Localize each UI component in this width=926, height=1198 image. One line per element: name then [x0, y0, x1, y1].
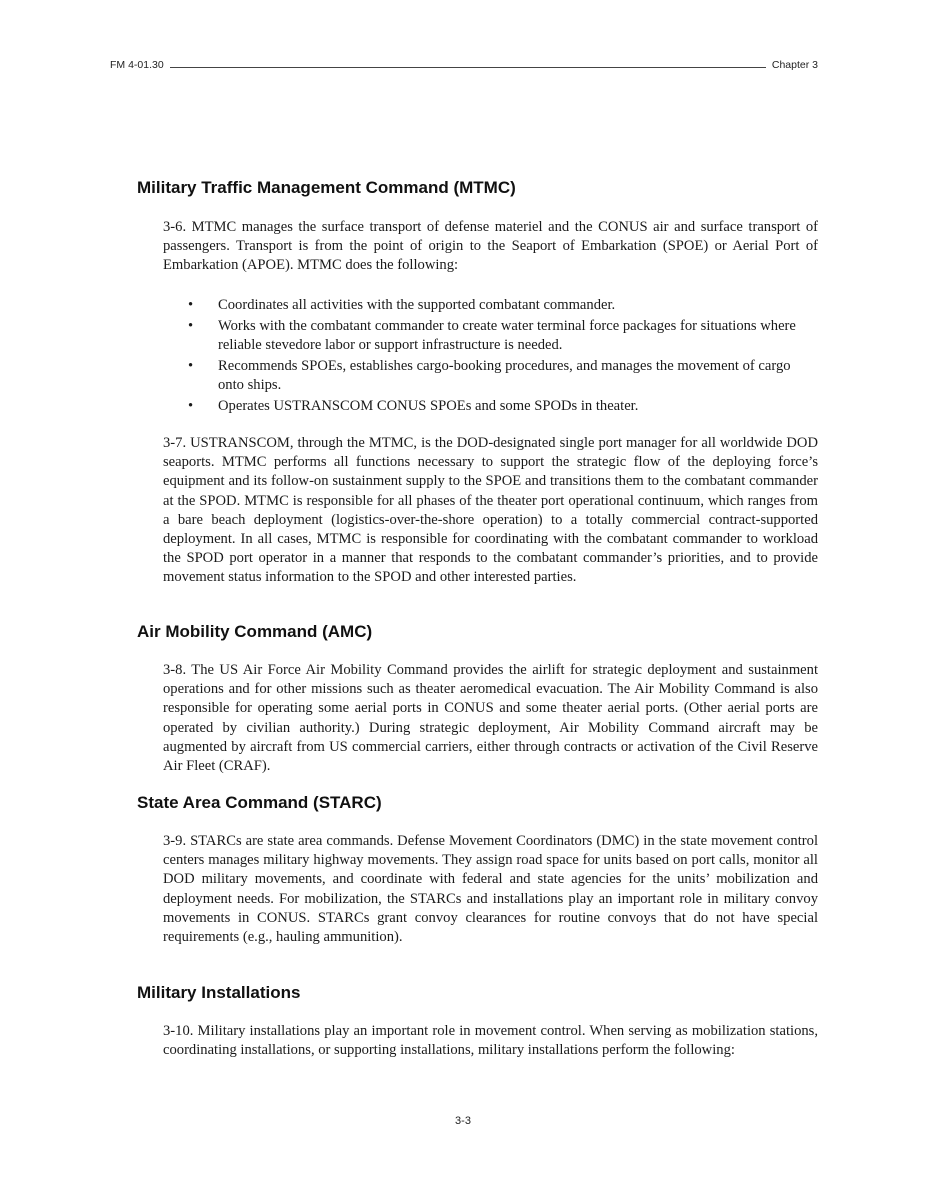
page-number: 3-3: [455, 1115, 471, 1127]
paragraph-3-10: 3-10. Military installations play an important role in movement control. When serving as mobilization stations, coordinating installations, or supporting installations, military installations perform the following:: [163, 1023, 818, 1059]
section-heading-installations: Military Installations: [137, 983, 301, 1002]
list-item: • Coordinates all activities with the supported combatant commander.: [188, 296, 818, 315]
section-heading-amc: Air Mobility Command (AMC): [137, 622, 373, 641]
header-chapter: Chapter 3: [771, 59, 818, 71]
list-item: • Works with the combatant commander to create water terminal force packages for situations where reliable stevedore labor or support infrastructure is needed.: [188, 317, 796, 353]
bullet-icon: •: [188, 357, 194, 374]
header-rule: [170, 67, 766, 68]
list-item: • Operates USTRANSCOM CONUS SPOEs and some SPODs in theater.: [188, 397, 818, 416]
paragraph-3-7: 3-7. USTRANSCOM, through the MTMC, is the DOD-designated single port manager for all worldwide DOD seaports. MTMC performs all functions necessary to support the strategic flow of the deploying force’s equipment and its follow-on sustainment supply to the SPOE and transitions them to the combatant commander at the SPOD. MTMC is responsible for all phases of the theater port operational continuum, which ranges from a bare beach deployment (logistics-over-the-shore operation) to a totally commercial contract-supported deployment. In all cases, MTMC is responsible for coordinating with the combatant commander to workload the SPOD port operator in a manner that responds to the combatant commander’s priorities, and to provide movement status information to the SPOD and other interested parties.: [163, 435, 818, 586]
bullet-icon: •: [188, 317, 194, 334]
section-heading-starc: State Area Command (STARC): [137, 793, 382, 812]
paragraph-3-8: 3-8. The US Air Force Air Mobility Command provides the airlift for strategic deployment and sustainment operations and for other missions such as theater aeromedical evacuation. The Air Mobility Command is also responsible for operating some aerial ports in CONUS and some theater aerial ports. (Other aerial ports are operated by civilian authority.) During strategic deployment, Air Mobility Command aircraft may be augmented by aircraft from US commercial carriers, either through contracts or activation of the Civil Reserve Air Fleet (CRAF).: [163, 662, 818, 775]
bullet-icon: •: [188, 297, 194, 313]
header-manual-id: FM 4-01.30: [110, 59, 164, 71]
bullet-icon: •: [188, 397, 194, 414]
paragraph-3-9: 3-9. STARCs are state area commands. Defense Movement Coordinators (DMC) in the state movement control centers manages military highway movements. They assign road space for units based on port calls, monitor all DOD military movements, and coordinate with federal and state agencies for the units’ mobilization and deployment needs. For mobilization, the STARCs and installations play an important role in military convoy movements in CONUS. STARCs grant convoy clearances for routine convoys that do not have special requirements (e.g., hauling ammunition).: [163, 833, 818, 946]
list-item: • Recommends SPOEs, establishes cargo-booking procedures, and manages the movement of cargo onto ships.: [188, 357, 791, 393]
mtmc-duties-list: [188, 296, 818, 417]
running-header: [110, 55, 818, 71]
section-heading-mtmc: Military Traffic Management Command (MTMC): [137, 178, 516, 197]
paragraph-3-6: 3-6. MTMC manages the surface transport of defense materiel and the CONUS air and surface transport of passengers. Transport is from the point of origin to the Seaport of Embarkation (SPOE) or Aerial Port of Embarkation (APOE). MTMC does the following:: [163, 219, 818, 274]
